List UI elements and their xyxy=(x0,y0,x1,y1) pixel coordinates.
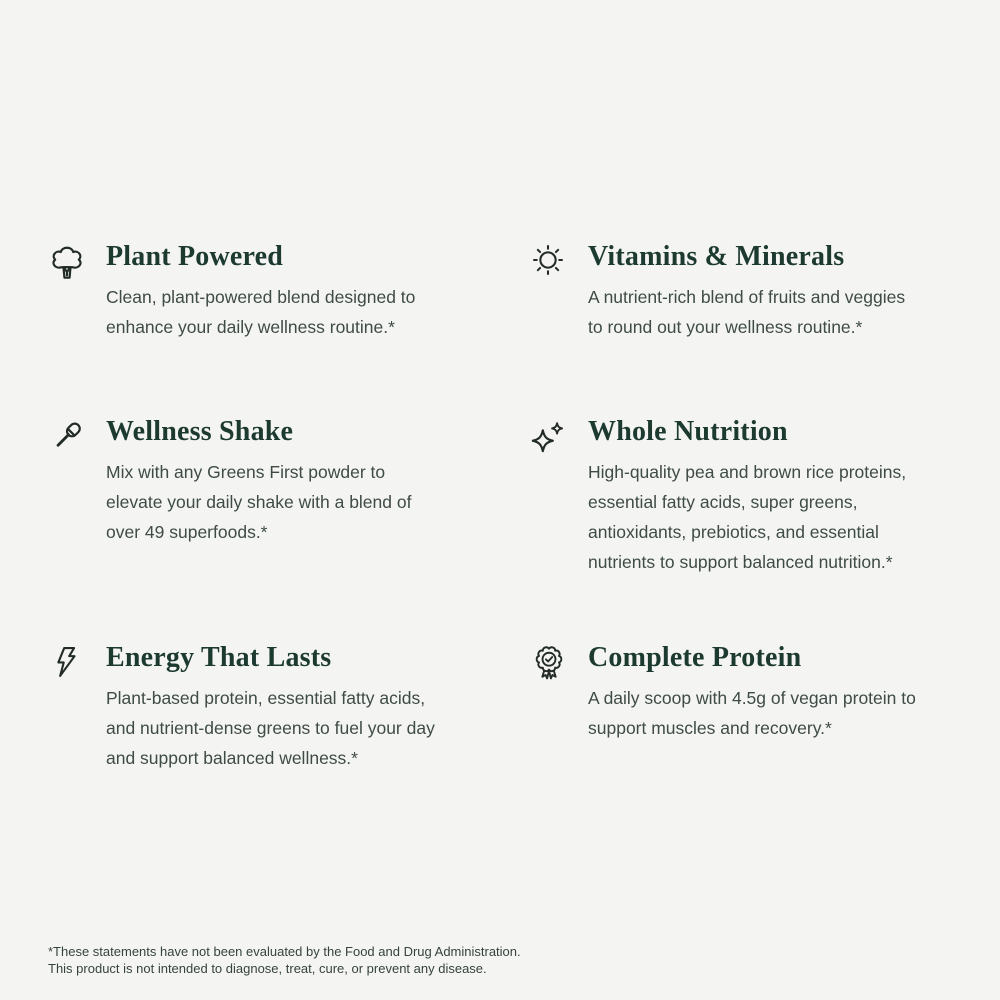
description-line: A daily scoop with 4.5g of vegan protein to xyxy=(588,688,916,708)
feature-text xyxy=(588,641,916,743)
feature-card-vitamins-minerals xyxy=(530,240,905,342)
feature-description xyxy=(106,282,415,342)
feature-description xyxy=(588,282,905,342)
feature-description xyxy=(588,457,906,577)
sun-icon xyxy=(530,242,566,278)
feature-icon-wrap xyxy=(530,641,588,688)
feature-text xyxy=(588,415,906,577)
feature-title: Whole Nutrition xyxy=(588,416,788,447)
feature-text xyxy=(106,240,415,342)
description-line: essential fatty acids, super greens, xyxy=(588,492,858,512)
feature-card-plant-powered xyxy=(48,240,415,342)
broccoli-icon xyxy=(48,242,86,282)
description-line: antioxidants, prebiotics, and essential xyxy=(588,522,879,542)
description-line: to round out your wellness routine.* xyxy=(588,317,863,337)
feature-icon-wrap xyxy=(530,240,588,283)
description-line: enhance your daily wellness routine.* xyxy=(106,317,395,337)
feature-title: Wellness Shake xyxy=(106,416,294,447)
fda-disclaimer xyxy=(48,944,521,977)
description-line: Clean, plant-powered blend designed to xyxy=(106,287,416,307)
feature-text xyxy=(106,641,435,773)
feature-description xyxy=(588,683,916,743)
feature-card-complete-protein xyxy=(530,641,916,743)
description-line: over 49 superfoods.* xyxy=(106,522,268,542)
feature-title: Complete Protein xyxy=(588,642,802,673)
feature-icon-wrap xyxy=(48,415,106,460)
description-line: and nutrient-dense greens to fuel your day xyxy=(106,718,435,738)
description-line: Mix with any Greens First powder to xyxy=(106,462,386,482)
sparkles-icon xyxy=(530,417,568,455)
feature-title: Vitamins & Minerals xyxy=(588,241,845,272)
feature-card-whole-nutrition xyxy=(530,415,906,577)
award-icon xyxy=(530,643,568,683)
feature-description xyxy=(106,457,411,547)
disclaimer-line: This product is not intended to diagnose, treat, cure, or prevent any disease. xyxy=(48,960,487,976)
description-line: A nutrient-rich blend of fruits and veggies xyxy=(588,287,906,307)
feature-text xyxy=(106,415,411,547)
whisk-icon xyxy=(48,417,86,455)
feature-title: Energy That Lasts xyxy=(106,642,332,673)
description-line: support muscles and recovery.* xyxy=(588,718,832,738)
lightning-icon xyxy=(48,643,84,681)
feature-text xyxy=(588,240,905,342)
description-line: Plant-based protein, essential fatty acids, xyxy=(106,688,426,708)
feature-title: Plant Powered xyxy=(106,241,284,272)
feature-card-wellness-shake xyxy=(48,415,411,547)
description-line: nutrients to support balanced nutrition.* xyxy=(588,552,893,572)
description-line: and support balanced wellness.* xyxy=(106,748,358,768)
description-line: High-quality pea and brown rice proteins, xyxy=(588,462,907,482)
feature-icon-wrap xyxy=(530,415,588,460)
feature-icon-wrap xyxy=(48,641,106,686)
feature-card-energy-that-lasts xyxy=(48,641,435,773)
description-line: elevate your daily shake with a blend of xyxy=(106,492,412,512)
feature-icon-wrap xyxy=(48,240,106,287)
feature-description xyxy=(106,683,435,773)
disclaimer-line: *These statements have not been evaluated by the Food and Drug Administration. xyxy=(48,944,521,959)
